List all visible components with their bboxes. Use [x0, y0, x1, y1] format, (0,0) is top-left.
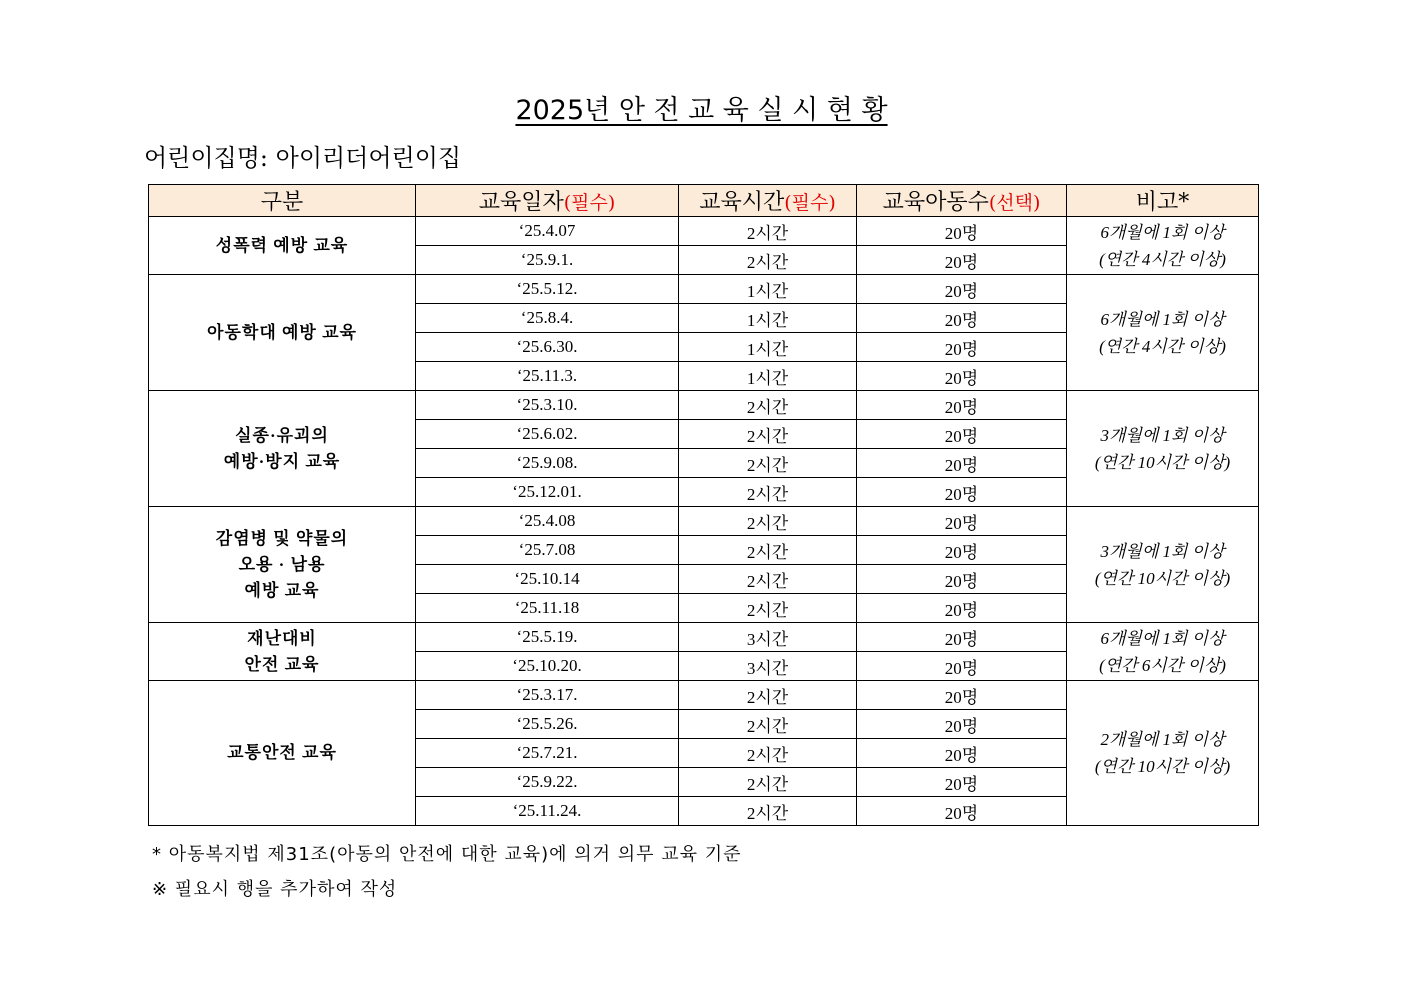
date-cell: ‘25.11.24. [416, 797, 679, 826]
remark-text: (연간 4시간 이상) [1099, 249, 1226, 269]
date-cell: ‘25.7.08 [416, 536, 679, 565]
category-label: 안전 교육 [244, 654, 320, 674]
category-label: 예방·방지 교육 [223, 451, 341, 471]
children-count-cell: 20명 [857, 710, 1067, 739]
remark-cell [1067, 623, 1259, 681]
hours-cell: 2시간 [679, 507, 857, 536]
hours-cell: 2시간 [679, 420, 857, 449]
children-count-cell: 20명 [857, 391, 1067, 420]
hours-cell: 2시간 [679, 768, 857, 797]
hours-cell: 2시간 [679, 710, 857, 739]
remark-text: 6개월에 1회 이상 [1100, 628, 1225, 648]
date-cell: ‘25.9.08. [416, 449, 679, 478]
hours-cell: 3시간 [679, 652, 857, 681]
children-count-cell: 20명 [857, 478, 1067, 507]
category-label: 실종·유괴의 [235, 425, 329, 445]
hours-cell: 1시간 [679, 362, 857, 391]
footnote-add-rows: ※ 필요시 행을 추가하여 작성 [152, 879, 398, 900]
category-label: 재난대비 [247, 628, 317, 648]
category-cell [149, 681, 416, 826]
children-count-cell: 20명 [857, 768, 1067, 797]
category-cell [149, 275, 416, 391]
remark-cell [1067, 507, 1259, 623]
safety-education-table [148, 184, 1259, 826]
hours-cell: 2시간 [679, 797, 857, 826]
children-count-cell: 20명 [857, 362, 1067, 391]
required-mark: (필수) [563, 192, 616, 214]
remark-text: (연간 10시간 이상) [1094, 452, 1231, 472]
remark-text: 6개월에 1회 이상 [1100, 309, 1225, 329]
children-count-cell: 20명 [857, 275, 1067, 304]
hours-cell: 2시간 [679, 594, 857, 623]
remark-text: (연간 10시간 이상) [1094, 568, 1231, 588]
hours-cell: 2시간 [679, 739, 857, 768]
remark-cell [1067, 391, 1259, 507]
children-count-cell: 20명 [857, 797, 1067, 826]
header-hours: 교육시간(필수) [679, 185, 857, 217]
date-cell: ‘25.5.26. [416, 710, 679, 739]
children-count-cell: 20명 [857, 536, 1067, 565]
table-row [149, 681, 1259, 710]
date-cell: ‘25.12.01. [416, 478, 679, 507]
children-count-cell: 20명 [857, 420, 1067, 449]
remark-text: (연간 4시간 이상) [1099, 336, 1226, 356]
date-cell: ‘25.11.3. [416, 362, 679, 391]
children-count-cell: 20명 [857, 652, 1067, 681]
table-row [149, 623, 1259, 652]
date-cell: ‘25.10.14 [416, 565, 679, 594]
header-children: 교육아동수(선택) [857, 185, 1067, 217]
remark-text: (연간 6시간 이상) [1099, 655, 1226, 675]
hours-cell: 2시간 [679, 449, 857, 478]
date-cell: ‘25.9.1. [416, 246, 679, 275]
table-row [149, 507, 1259, 536]
children-count-cell: 20명 [857, 449, 1067, 478]
date-cell: ‘25.4.08 [416, 507, 679, 536]
hours-cell: 2시간 [679, 478, 857, 507]
children-count-cell: 20명 [857, 565, 1067, 594]
table-row [149, 217, 1259, 246]
category-label: 아동학대 예방 교육 [207, 322, 357, 342]
hours-cell: 3시간 [679, 623, 857, 652]
remark-cell [1067, 217, 1259, 275]
category-label: 오용 · 남용 [238, 554, 326, 574]
date-cell: ‘25.6.02. [416, 420, 679, 449]
document-title: 2025년 안 전 교 육 실 시 현 황 [515, 95, 888, 126]
category-cell [149, 217, 416, 275]
children-count-cell: 20명 [857, 333, 1067, 362]
header-remark: 비고* [1067, 185, 1259, 217]
category-cell [149, 623, 416, 681]
date-cell: ‘25.8.4. [416, 304, 679, 333]
hours-cell: 2시간 [679, 536, 857, 565]
category-label: 감염병 및 약물의 [215, 528, 349, 548]
remark-text: 3개월에 1회 이상 [1100, 425, 1225, 445]
category-label: 교통안전 교육 [227, 743, 337, 762]
hours-cell: 2시간 [679, 565, 857, 594]
remark-cell [1067, 681, 1259, 826]
children-count-cell: 20명 [857, 217, 1067, 246]
category-cell [149, 507, 416, 623]
date-cell: ‘25.6.30. [416, 333, 679, 362]
date-cell: ‘25.10.20. [416, 652, 679, 681]
children-count-cell: 20명 [857, 739, 1067, 768]
hours-cell: 2시간 [679, 246, 857, 275]
date-cell: ‘25.3.10. [416, 391, 679, 420]
remark-text: 2개월에 1회 이상 [1100, 730, 1225, 749]
children-count-cell: 20명 [857, 246, 1067, 275]
footnote-legal-basis: * 아동복지법 제31조(아동의 안전에 대한 교육)에 의거 의무 교육 기준 [152, 844, 742, 865]
daycare-name: 어린이집명: 아이리더어린이집 [144, 144, 462, 172]
optional-mark: (선택) [988, 192, 1041, 214]
header-category: 구분 [149, 185, 416, 217]
hours-cell: 2시간 [679, 681, 857, 710]
date-cell: ‘25.11.18 [416, 594, 679, 623]
date-cell: ‘25.5.12. [416, 275, 679, 304]
table-row [149, 391, 1259, 420]
table-row [149, 275, 1259, 304]
date-cell: ‘25.3.17. [416, 681, 679, 710]
remark-text: 3개월에 1회 이상 [1100, 541, 1225, 561]
date-cell: ‘25.5.19. [416, 623, 679, 652]
children-count-cell: 20명 [857, 594, 1067, 623]
category-cell [149, 391, 416, 507]
hours-cell: 1시간 [679, 304, 857, 333]
children-count-cell: 20명 [857, 507, 1067, 536]
date-cell: ‘25.7.21. [416, 739, 679, 768]
children-count-cell: 20명 [857, 623, 1067, 652]
header-date: 교육일자(필수) [416, 185, 679, 217]
table-header-row [149, 185, 1259, 217]
children-count-cell: 20명 [857, 681, 1067, 710]
remark-text: 6개월에 1회 이상 [1100, 222, 1225, 242]
hours-cell: 1시간 [679, 333, 857, 362]
required-mark: (필수) [784, 192, 836, 214]
category-label: 예방 교육 [244, 580, 320, 600]
children-count-cell: 20명 [857, 304, 1067, 333]
hours-cell: 2시간 [679, 391, 857, 420]
hours-cell: 1시간 [679, 275, 857, 304]
hours-cell: 2시간 [679, 217, 857, 246]
date-cell: ‘25.4.07 [416, 217, 679, 246]
remark-cell [1067, 275, 1259, 391]
category-label: 성폭력 예방 교육 [215, 235, 349, 255]
remark-text: (연간 10시간 이상) [1094, 757, 1231, 776]
date-cell: ‘25.9.22. [416, 768, 679, 797]
